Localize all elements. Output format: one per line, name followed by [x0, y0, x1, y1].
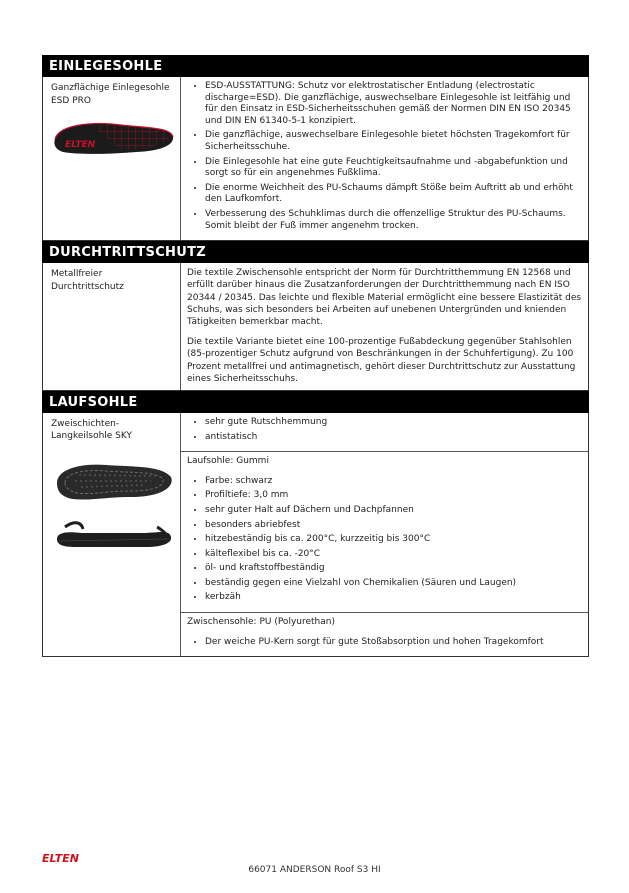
insole-row — [42, 77, 589, 241]
sole-bottom-image — [51, 457, 175, 505]
section-header-penetration: DURCHTRITTSCHUTZ — [42, 241, 589, 263]
list-item: • kerbzäh — [205, 592, 582, 604]
list-item: • ESD-AUSSTATTUNG: Schutz vor elektrostatischer Entladung (electrostatic discharge=ESD). Die ganzflächige, auswechselbare Einlegesohle ist leitfähig und für den Einsatz in ESD-Sicherheitsschuhen gemäß der Normen DIN EN ISO 20345 und DIN EN 61340-5-1 konzipiert. — [205, 81, 582, 127]
list-item: • Verbesserung des Schuhklimas durch die offenzellige Struktur des PU-Schaums. Somit bleibt der Fuß immer angenehm trocken. — [205, 209, 582, 232]
penetration-label: Metallfreier Durchtrittschutz — [51, 269, 124, 292]
insole-brand: ELTEN — [65, 140, 96, 150]
penetration-row — [42, 263, 589, 391]
outsole-material-list — [187, 476, 582, 604]
outsole-label: Zweischichten-Langkeilsohle SKY — [51, 418, 132, 442]
paragraph: Die textile Zwischensohle entspricht der Norm für Durchtritthemmung EN 12568 und erfüllt darüber hinaus die Zusatzanforderungen der Durchtritthemmung nach EN ISO 20344 / 20345. Das leichte und flexible Material ermöglicht eine bessere Elastizität des Schuhs, was sich besonders bei Arbeiten auf unebenen Untergründen und knienden Tätigkeiten bemerkbar macht. — [187, 268, 582, 327]
list-item: • sehr gute Rutschhemmung — [205, 417, 582, 429]
list-item: • Die enorme Weichheit des PU-Schaums dämpft Stöße beim Auftritt ab und erhöht den Laufkomfort. — [205, 183, 582, 206]
list-item: • kälteflexibel bis ca. -20°C — [205, 549, 582, 561]
paragraph: Die textile Variante bietet eine 100-prozentige Fußabdeckung gegenüber Stahlsohlen (85-prozentiger Schutz aufgrund von Beschränkungen in der Schuhfertigung). Zu 100 Prozent metallfrei und antimagnetisch, gehört dieser Durchtrittschutz zur Ausstattung eines Sicherheitsschuhs. — [187, 337, 576, 384]
penetration-label-cell — [43, 263, 181, 390]
section-header-outsole: LAUFSOHLE — [42, 391, 589, 413]
elten-logo — [41, 851, 91, 865]
list-item: • Profiltiefe: 3,0 mm — [205, 490, 582, 502]
list-item: • Die Einlegesohle hat eine gute Feuchtigkeitsaufnahme und -abgabefunktion und sorgt so für ein angenehmes Fußklima. — [205, 157, 582, 180]
insole-list — [187, 81, 582, 232]
outsole-row — [42, 413, 589, 657]
svg-text:ELTEN: ELTEN — [42, 852, 79, 865]
insole-content — [181, 77, 588, 240]
list-item: • öl- und kraftstoffbeständig — [205, 563, 582, 575]
outsole-content — [181, 413, 588, 656]
sole-side-image — [51, 517, 175, 553]
list-item: • besonders abriebfest — [205, 520, 582, 532]
footer-product-name: 66071 ANDERSON Roof S3 HI — [248, 865, 381, 875]
list-item: • hitzebeständig bis ca. 200°C, kurzzeitig bis 300°C — [205, 534, 582, 546]
list-item: • Der weiche PU-Kern sorgt für gute Stoßabsorption und hohen Tragekomfort — [205, 637, 582, 649]
list-item: • antistatisch — [205, 432, 582, 444]
list-item: • beständig gegen eine Vielzahl von Chemikalien (Säuren und Laugen) — [205, 578, 582, 590]
outsole-features-list — [187, 417, 582, 443]
penetration-content — [181, 263, 588, 390]
section-header-insole: EINLEGESOHLE — [42, 55, 589, 77]
list-item: • sehr guter Halt auf Dächern und Dachpfannen — [205, 505, 582, 517]
list-item: • Farbe: schwarz — [205, 476, 582, 488]
outsole-subheading: Laufsohle: Gummi — [187, 456, 269, 467]
spec-sheet — [42, 55, 589, 657]
insole-label-cell — [43, 77, 181, 240]
insole-label: Ganzflächige Einlegesohle ESD PRO — [51, 83, 170, 106]
insole-image — [51, 117, 175, 159]
midsole-list — [187, 637, 582, 649]
list-item: • Die ganzflächige, auswechselbare Einlegesohle bietet höchsten Tragekomfort für Sicherheitsschuhe. — [205, 130, 582, 153]
midsole-subheading: Zwischensohle: PU (Polyurethan) — [187, 617, 335, 628]
outsole-label-cell — [43, 413, 181, 656]
